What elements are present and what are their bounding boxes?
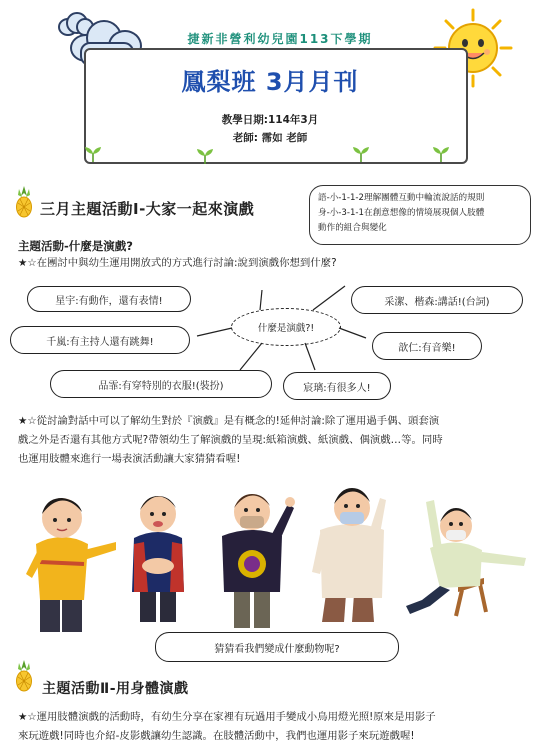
teacher-name: 老師: 霈如 老師 [232,132,308,144]
answer-bubble: 采潔、楷森:講話!(台詞) [351,286,523,314]
discussion-line: 也運用肢體來進行一場表演活動讓大家猜猜看喔! [18,453,241,465]
child-photo [210,480,296,630]
section2-body [18,708,523,746]
teaching-date: 教學日期:114年3月 [221,114,319,126]
answer-bubble: 星宇:有動作，還有表情! [27,286,191,312]
section2-title: 主題活動Ⅱ-用身體演戲 [42,681,189,697]
answer-bubble: 歆仁:有音樂! [372,332,482,360]
school-name: 捷新非營利幼兒園113下學期 [187,32,373,46]
body-line: 來玩遊戲!同時也介紹-皮影戲讓幼生認識。在肢體活動中，我們也運用影子來玩遊戲喔! [18,730,415,742]
child-photo [310,476,396,626]
section1-intro: ★☆在團討中與幼生運用開放式的方式進行討論:說到演戲你想到什麼? [18,257,337,269]
photo-caption-bubble: 猜猜看我們變成什麼動物呢? [155,632,399,662]
child-photo [18,484,118,634]
answer-bubble: 宸璃:有很多人! [283,372,391,400]
center-question-bubble: 什麼是演戲?! [231,308,341,346]
child-photo [124,484,194,624]
answer-bubble: 品霏:有穿特別的衣服!(裝扮) [50,370,272,398]
learning-goal: 語-小-1-1-2理解團體互動中輪流說話的規則 [318,193,485,203]
section1-discussion [18,412,523,469]
learning-goal: 身-小-3-1-1在創意想像的情境展現個人肢體 [318,208,485,218]
discussion-line: 戲之外是否還有其他方式呢?帶領幼生了解演戲的呈現:紙箱演戲、紙演戲、偶演戲…等。同時 [18,434,443,446]
learning-goal: 動作的組合與變化 [318,223,387,233]
section1-title: 三月主題活動Ⅰ-大家一起來演戲 [40,200,255,218]
page-title: 鳳梨班 3月月刊 [181,68,359,96]
section1-subheading: 主題活動-什麼是演戲? [18,239,133,253]
body-line: ★☆運用肢體演戲的活動時，有幼生分享在家裡有玩過用手變成小鳥用燈光照!原來是用影子 [18,711,436,723]
pineapple-icon [15,660,33,692]
child-photo [400,488,530,618]
discussion-line: ★☆從討論對話中可以了解幼生對於『演戲』是有概念的!延伸討論:除了運用過手偶、頭套演 [18,415,440,427]
answer-bubble: 千嵐:有主持人還有跳舞! [10,326,190,354]
